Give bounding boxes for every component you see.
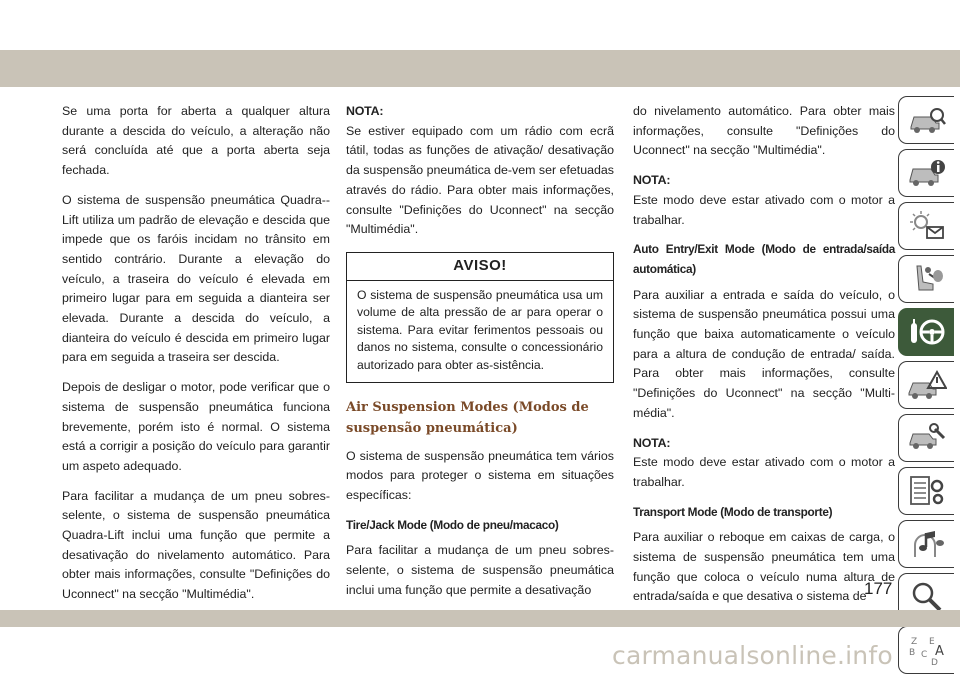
multimedia-music-icon [907,527,947,561]
subheading: Transport Mode (Modo de transporte) [633,504,833,519]
svg-text:A: A [934,644,944,659]
paragraph: O sistema de suspensão pneumática tem vários modos para proteger o sistema em situações específicas: [346,448,614,502]
tab-car-info[interactable] [898,149,954,197]
tab-multimedia[interactable] [898,520,954,568]
svg-text:E: E [928,637,935,647]
car-magnifier-icon [907,103,947,137]
airbag-seat-icon [907,262,947,296]
tab-starting-operating[interactable] [898,308,954,356]
tab-maintenance[interactable] [898,414,954,462]
subheading: Auto Entry/Exit Mode (Modo de entrada/saída automática) [633,242,895,276]
paragraph: Se uma porta for aberta a qualquer altura durante a descida do veículo, a alteração não será concluída até que a porta aberta seja fechada. [62,104,330,178]
chapter-tabs-sidebar [898,96,960,679]
note-label: NOTA: [346,104,384,118]
note-label: NOTA: [633,435,671,450]
maintenance-wrench-icon [907,421,947,455]
paragraph: Para facilitar a mudança de um pneu sobres-selente, o sistema de suspensão pneumática inclui uma função que permite a desativação [346,543,614,597]
text-column-2 [346,102,614,611]
search-index-icon [907,580,947,614]
watermark: carmanualsonline.info [612,641,893,670]
subheading: Tire/Jack Mode (Modo de pneu/macaco) [346,517,559,532]
paragraph: Depois de desligar o motor, pode verificar que o sistema de suspensão pneumática funciona brevemente, porém isto é normal. O sistema está a corrigir a posição do veículo para garantir um aspeto adequado. [62,380,330,473]
page-number: 177 [864,579,893,598]
warning-text: O sistema de suspensão pneumática usa um volume de alta pressão de ar para operar o sistema. Para evitar ferimentos pessoais ou danos no sistema, consulte o concessionário autorizado para obter as-sistência. [357,287,603,372]
paragraph: Para facilitar a mudança de um pneu sobres-selente, o sistema de suspensão pneumática Quadra-Lift inclui uma função que permite a desativação do nivelamento automático. Para obter mais informações, consulte "Definições do Uconnect" na secção "Multimédia". [62,488,330,602]
tab-alphabetical-index[interactable] [898,626,954,674]
text-column-1 [62,102,330,615]
note-text: Se estiver equipado com um rádio com ecrã tátil, todas as funções de ativação/ desativação da suspensão pneumática de-vem ser efetuadas através do rádio. Para obter mais informações, consulte "Definições do Uconnect" na secção "Multimédia". [346,123,614,237]
note-text: Este modo deve estar ativado com o motor a trabalhar. [633,455,895,489]
top-header-band [0,50,960,87]
tab-car-magnifier[interactable] [898,96,954,144]
svg-text:D: D [930,658,938,667]
note-text: Este modo deve estar ativado com o motor a trabalhar. [633,192,895,227]
car-hazard-icon [907,368,947,402]
specs-gears-icon [907,474,947,508]
text-column-3 [633,102,895,617]
steering-wheel-key-icon [907,315,947,349]
paragraph: do nivelamento automático. Para obter mais informações, consulte "Definições do Uconnect" na secção "Multimédia". [633,104,895,158]
section-title: Air Suspension Modes (Modos de suspensão pneumática) [346,399,589,436]
car-info-icon [907,156,947,190]
paragraph: Para auxiliar a entrada e saída do veículo, o sistema de suspensão pneumática possui uma função que baixa automaticamente o veículo para a altura de condução de entrada/ saída. Para obter mais informações, consulte "Definições do Uconnect" na secção "Multi-média". [633,287,895,420]
tab-car-hazard[interactable] [898,361,954,409]
tab-technical-specs[interactable] [898,467,954,515]
svg-text:Z: Z [910,637,917,647]
alphabet-index-icon [907,633,947,667]
paragraph: Para auxiliar o reboque em caixas de carga, o sistema de suspensão pneumática tem uma função que coloca o veículo numa altura de entrada/saída e que desativa o sistema de [633,530,895,604]
svg-text:C: C [920,650,927,660]
warning-lights-icon [907,209,947,243]
warning-title: AVISO! [347,253,613,281]
warning-box [346,252,614,383]
paragraph: O sistema de suspensão pneumática Quadra--Lift utiliza um padrão de elevação e descida que impede que os faróis incidam no trânsito em sentido contrário. Durante a elevação do veículo, a traseira do veículo é elevada em primeiro lugar para em seguida a dianteira ser elevada. Durante a descida do veículo, a dianteira do veículo é descida em primeiro lugar para em seguida a traseira ser descida. [62,192,330,365]
tab-warning-lights[interactable] [898,202,954,250]
bottom-band [0,610,960,627]
tab-airbag-seat[interactable] [898,255,954,303]
note-label: NOTA: [633,173,671,188]
svg-text:B: B [908,648,915,658]
